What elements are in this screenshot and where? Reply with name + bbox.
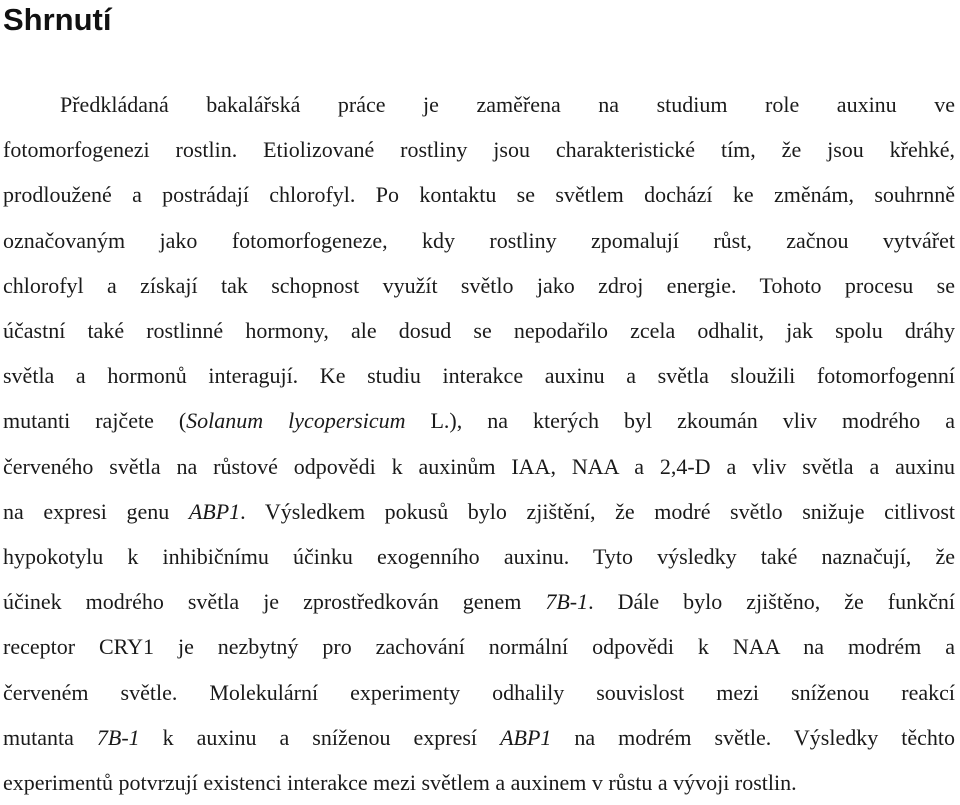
text-line — [3, 353, 955, 398]
abstract-paragraph — [3, 82, 955, 805]
text-line — [3, 263, 955, 308]
text-line — [3, 398, 955, 443]
text-line — [3, 715, 955, 760]
text-segment: na expresi genu — [3, 498, 189, 524]
text-segment: hypokotylu k inhibičnímu účinku exogenního auxinu. Tyto výsledky také naznačují, že — [3, 544, 955, 570]
text-segment: prodloužené a postrádají chlorofyl. Po kontaktu se světlem dochází ke změnám, souhrnně — [3, 182, 955, 208]
text-line — [3, 444, 955, 489]
text-line — [3, 534, 955, 579]
gene-name-italic: ABP1 — [500, 724, 552, 750]
text-segment: světla a hormonů interagují. Ke studiu interakce auxinu a světla sloužili fotomorfogenní — [3, 363, 955, 389]
text-segment: fotomorfogenezi rostlin. Etiolizované rostliny jsou charakteristické tím, že jsou křehké, — [3, 137, 955, 163]
text-segment: . Výsledkem pokusů bylo zjištění, že modré světlo snižuje citlivost — [240, 498, 955, 524]
text-line — [3, 760, 955, 805]
text-segment: mutanta — [3, 724, 97, 750]
text-segment: k auxinu a sníženou expresí — [139, 724, 501, 750]
text-line — [3, 218, 955, 263]
text-segment: červeném světle. Molekulární experimenty odhalily souvislost mezi sníženou reakcí — [3, 679, 955, 705]
text-segment: označovaným jako fotomorfogeneze, kdy rostliny zpomalují růst, začnou vytvářet — [3, 227, 955, 253]
text-line — [3, 308, 955, 353]
text-segment: mutanti rajčete ( — [3, 408, 187, 434]
text-line — [3, 670, 955, 715]
text-line — [3, 579, 955, 624]
text-line — [3, 127, 955, 172]
text-line — [3, 489, 955, 534]
text-segment: Předkládaná bakalářská práce je zaměřena na studium role auxinu ve — [60, 92, 955, 117]
text-segment: účastní také rostlinné hormony, ale dosud se nepodařilo zcela odhalit, jak spolu dráhy — [3, 318, 955, 344]
gene-name-italic: ABP1 — [188, 498, 241, 524]
text-segment: receptor CRY1 je nezbytný pro zachování normální odpovědi k NAA na modrém a — [3, 634, 955, 660]
species-name-italic: Solanum lycopersicum — [186, 408, 406, 434]
text-line — [3, 624, 955, 669]
text-segment: červeného světla na růstové odpovědi k auxinům IAA, NAA a 2,4-D a vliv světla a auxinu — [3, 453, 955, 479]
text-segment: účinek modrého světla je zprostředkován genem — [3, 589, 546, 615]
text-segment: experimentů potvrzují existenci interakce mezi světlem a auxinem v růstu a vývoji rostlin. — [3, 770, 797, 796]
text-segment: na modrém světle. Výsledky těchto — [551, 724, 956, 750]
text-line — [3, 172, 955, 217]
text-line — [3, 82, 955, 127]
text-segment: L.), na kterých byl zkoumán vliv modrého a — [405, 408, 955, 434]
page-heading: Shrnutí — [3, 2, 112, 37]
gene-name-italic: 7B-1 — [545, 589, 589, 615]
gene-name-italic: 7B-1 — [96, 724, 140, 750]
text-segment: chlorofyl a získají tak schopnost využít světlo jako zdroj energie. Tohoto procesu se — [3, 272, 955, 298]
text-segment: . Dále bylo zjištěno, že funkční — [588, 589, 955, 615]
